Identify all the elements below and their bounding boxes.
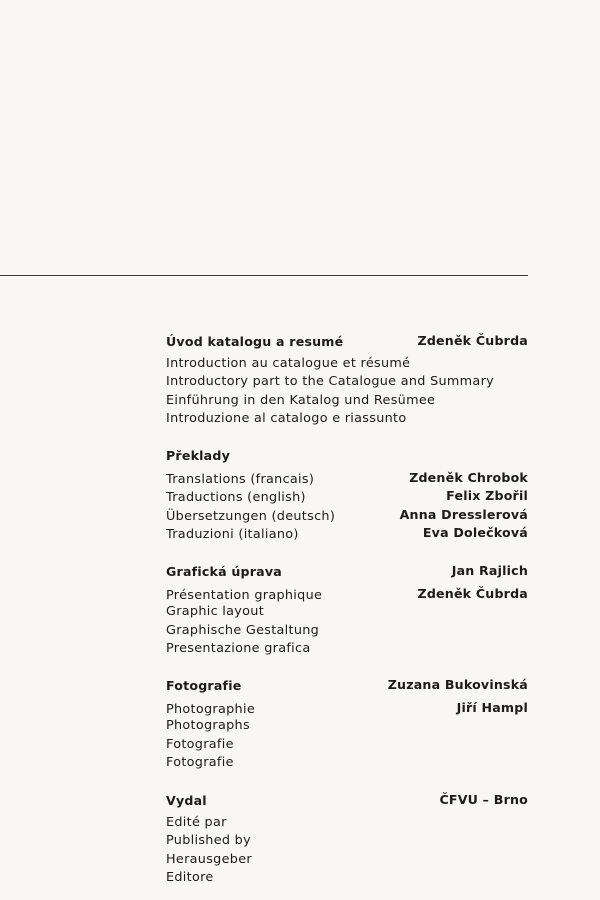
section-heading: Grafická úprava — [166, 564, 282, 579]
section-item: Published by — [166, 833, 251, 849]
contributor-name: Anna Dresslerová — [399, 506, 528, 522]
section-graphic-layout — [166, 562, 528, 659]
section-item: Graphische Gestaltung — [166, 622, 320, 638]
section-heading-row — [166, 562, 528, 581]
section-item: Einführung in den Katalog und Resümee — [166, 392, 436, 408]
section-item: Photographie — [166, 701, 255, 717]
contributor-name: Zdeněk Čubrda — [417, 333, 528, 348]
section-heading-row — [166, 446, 528, 465]
contributor-name: Felix Zbořil — [446, 488, 528, 504]
contributor-name: Eva Dolečková — [422, 525, 528, 541]
horizontal-rule — [0, 275, 528, 276]
section-item: Traduzioni (italiano) — [166, 527, 299, 543]
section-item: Fotografie — [166, 755, 234, 771]
section-item: Herausgeber — [166, 851, 252, 867]
section-publisher — [166, 791, 528, 888]
section-item: Introduzione al catalogo e riassunto — [166, 411, 407, 427]
section-item: Présentation graphique — [166, 587, 323, 603]
section-translations — [166, 446, 528, 543]
section-item: Presentazione grafica — [166, 641, 311, 657]
section-heading: Překlady — [166, 448, 230, 463]
section-item: Introduction au catalogue et résumé — [166, 355, 411, 371]
section-item-row — [166, 487, 528, 506]
section-item-row — [166, 469, 528, 488]
section-item-row — [166, 699, 528, 718]
contributor-name: Jan Rajlich — [451, 563, 528, 578]
contributor-name: Jiří Hampl — [456, 699, 528, 715]
section-item: Fotografie — [166, 736, 234, 752]
section-item: Traductions (english) — [166, 490, 306, 506]
section-introduction — [166, 332, 528, 429]
section-item: Translations (francais) — [166, 471, 315, 487]
section-item: Übersetzungen (deutsch) — [166, 508, 336, 524]
section-item: Graphic layout — [166, 604, 265, 620]
section-heading: Fotografie — [166, 678, 242, 693]
section-item: Introductory part to the Catalogue and Summary — [166, 374, 495, 390]
section-item-row — [166, 506, 528, 525]
section-heading: Úvod katalogu a resumé — [166, 334, 344, 349]
contributor-name: Zdeněk Chrobok — [409, 469, 528, 485]
section-heading: Vydal — [166, 793, 207, 808]
section-heading-row — [166, 791, 528, 810]
section-photography — [166, 676, 528, 773]
section-item: Photographs — [166, 718, 250, 734]
section-item: Edité par — [166, 814, 227, 830]
section-heading-row — [166, 676, 528, 695]
publisher-name: ČFVU – Brno — [439, 792, 528, 807]
section-item-row — [166, 524, 528, 543]
section-item: Editore — [166, 870, 214, 886]
section-item-row — [166, 585, 528, 604]
contributor-name: Zdeněk Čubrda — [417, 585, 528, 601]
section-heading-row — [166, 332, 528, 351]
contributor-name: Zuzana Bukovinská — [387, 677, 528, 692]
